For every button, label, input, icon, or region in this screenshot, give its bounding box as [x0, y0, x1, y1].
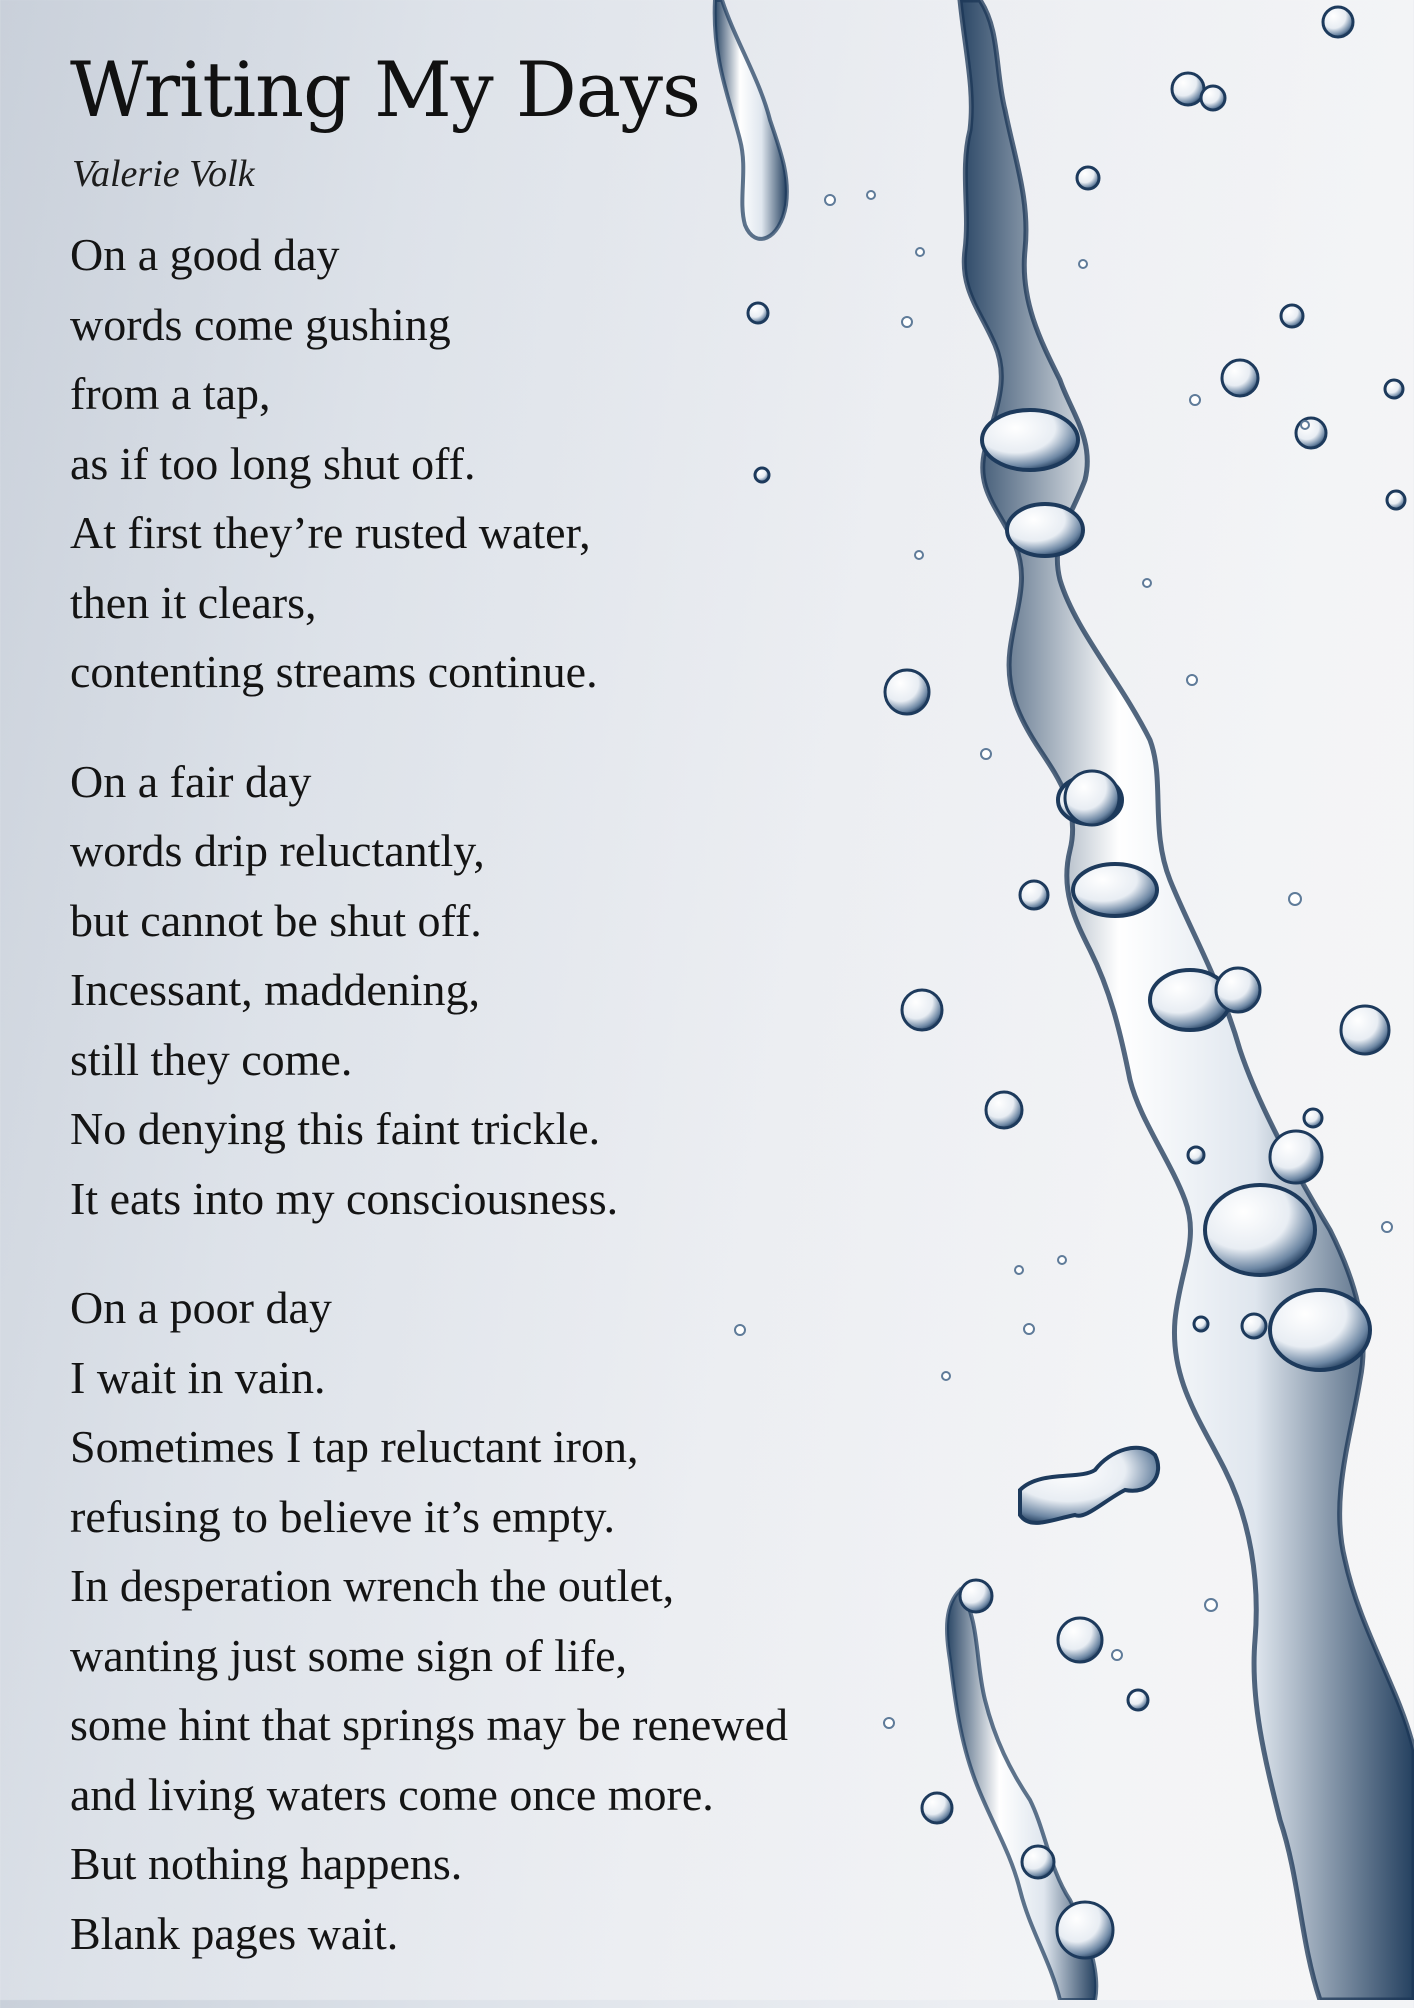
- poem: [70, 40, 970, 2008]
- poem-line: as if too long shut off.: [70, 437, 476, 489]
- poem-line: It eats into my consciousness.: [70, 1172, 619, 1224]
- poem-line: Blank pages wait.: [70, 1907, 399, 1959]
- poem-line: still they come.: [70, 1033, 353, 1085]
- poem-line: but cannot be shut off.: [70, 894, 482, 946]
- poem-line: On a good day: [70, 229, 340, 280]
- stanza-good-day: [70, 220, 970, 707]
- stanza-poor-day: [70, 1273, 970, 1968]
- poem-line: At first they’re rusted water,: [70, 507, 591, 558]
- poem-line: refusing to believe it’s empty.: [70, 1490, 616, 1542]
- poem-line: Incessant, maddening,: [70, 964, 481, 1015]
- poem-line: then it clears,: [70, 576, 317, 628]
- stanza-fair-day: [70, 747, 970, 1234]
- poem-title: Writing My Days: [70, 45, 701, 134]
- poem-author: Valerie Volk: [72, 153, 255, 195]
- poem-line: and living waters come once more.: [70, 1768, 714, 1820]
- poem-line: But nothing happens.: [70, 1838, 463, 1889]
- poem-line: In desperation wrench the outlet,: [70, 1560, 675, 1611]
- poem-line: some hint that springs may be renewed: [70, 1699, 788, 1750]
- poem-line: I wait in vain.: [70, 1351, 326, 1403]
- poem-line: words come gushing: [70, 298, 451, 350]
- poem-line: No denying this faint trickle.: [70, 1103, 601, 1154]
- poem-line: words drip reluctantly,: [70, 825, 485, 876]
- poem-line: Sometimes I tap reluctant iron,: [70, 1421, 639, 1472]
- poem-line: On a fair day: [70, 755, 312, 807]
- poem-line: On a poor day: [70, 1282, 332, 1333]
- poem-line: from a tap,: [70, 368, 271, 419]
- poem-line: wanting just some sign of life,: [70, 1629, 628, 1681]
- poem-line: contenting streams continue.: [70, 646, 598, 697]
